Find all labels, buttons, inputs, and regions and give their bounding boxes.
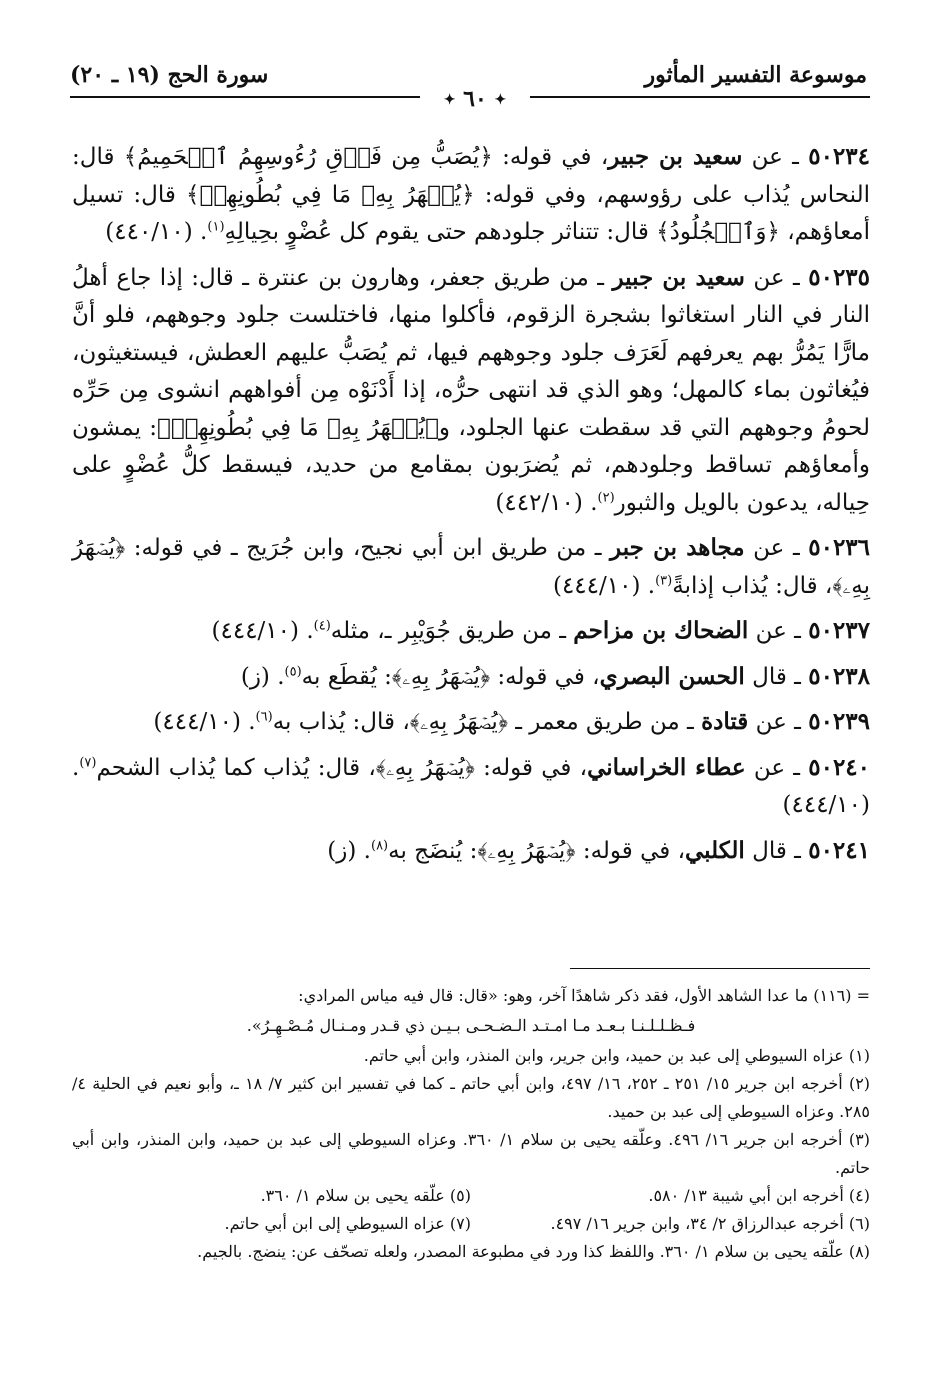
- entry: ٥٠٢٣٥ ـ عن سعيد بن جبير ـ من طريق جعفر، وهارون بن عنترة ـ قال: إذا جاع أهلُ النار في النار استغاثوا بشجرة الزقوم، فأكلوا منها، فاختلست جلود وجوههم، فلو أنَّ مارًّا يَمُرُّ بهم يعرفهم لَعَرَف جلود وجوههم فيها، ثم يُصَبُّ عليهم العطش، فيستغيثون، فيُغاثون بماء كالمهل؛ وهو الذي قد انتهى حرُّه، إذا أَدْنَوْه مِن أفواههم انشوى مِن حَرِّه لحومُ وجوههم التي قد سقطت عنها الجلود، و﴿يُصۡهَرُ بِهِۦ مَا فِي بُطُونِهِمۡ﴾: يمشون وأمعاؤهم تساقط وجلودهم، ثم يُضرَبون بمقامع من حديد، فيسقط كلُّ عُضْوٍ على حِياله، يدعون بالويل والثبور$^{(٢)}$. (٤٤٢/١٠): [72, 263, 871, 516]
- entry-number: ٥٠٢٣٤: [808, 143, 870, 170]
- entry-reference: . (٤٤٢/١٠): [495, 489, 598, 516]
- entry-reference: . (٤٤٤/١٠): [72, 754, 870, 818]
- footnote-1: (١) عزاه السيوطي إلى عبد بن حميد، وابن جرير، وابن المنذر، وابن أبي حاتم.: [363, 1046, 870, 1065]
- footnote-ref[interactable]: (١): [207, 219, 225, 235]
- entry-reference: . (٤٤٤/١٠): [552, 572, 656, 599]
- entry-text: ـ من طريق جعفر، وهارون بن عنترة ـ قال: إذا جاع أهلُ النار في النار استغاثوا بشجرة الزقوم، فأكلوا منها، فاختلست جلود وجوههم، فلو أنَّ مارًّا يَمُرُّ بهم يعرفهم لَعَرَف جلود وجوههم فيها، ثم يُصَبُّ عليهم العطش، فيستغيثون، فيُغاثون بماء كالمهل؛ وهو الذي قد انتهى حرُّه، إذا أَدْنَوْه مِن أفواههم انشوى مِن حَرِّه لحومُ وجوههم التي قد سقطت عنها الجلود، و﴿يُصۡهَرُ بِهِۦ مَا فِي بُطُونِهِمۡ﴾: يمشون وأمعاؤهم تساقط وجلودهم، ثم يُضرَبون بمقامع من حديد، فيسقط كلُّ عُضْوٍ على حِياله، يدعون بالويل والثبور: [72, 264, 870, 516]
- footnote-continuation: = (١١٦) ما عدا الشاهد الأول، فقد ذكر شاهدًا آخر، وهو: «قال: قال فيه مياس المرادي:: [298, 986, 870, 1005]
- narrator-name: سعيد بن جبير: [608, 143, 743, 170]
- entry-text: ـ من طريق ابن أبي نجيح، وابن جُرَيج ـ في قوله: ﴿يُصۡهَرُ بِهِۦ﴾، قال: يُذاب إذابةً: [72, 535, 870, 599]
- entry: ٥٠٢٣٧ ـ عن الضحاك بن مزاحم ـ من طريق جُوَيْبِر ـ، مثله$^{(٤)}$. (٤٤٤/١٠): [211, 617, 870, 644]
- entry-text: ـ من طريق معمر ـ ﴿يُصۡهَرُ بِهِۦ﴾، قال: يُذاب به: [272, 709, 702, 735]
- ornament-icon: ✦: [443, 92, 456, 108]
- page-number: [420, 86, 530, 114]
- narrator-name: الضحاك بن مزاحم: [573, 617, 749, 644]
- page-number-value: ٦٠: [463, 86, 487, 112]
- footnote-ref[interactable]: (٥): [284, 663, 302, 679]
- entry: ٥٠٢٣٨ ـ قال الحسن البصري، في قوله: ﴿يُصۡهَرُ بِهِۦ﴾: يُقطَع به$^{(٥)}$. (ز): [240, 662, 870, 690]
- footnote-row: [72, 1210, 870, 1238]
- entry: ٥٠٢٤٠ ـ عن عطاء الخراساني، في قوله: ﴿يُصۡهَرُ بِهِۦ﴾، قال: يُذاب كما يُذاب الشحم$^{(٧)}$. (٤٤٤/١٠): [72, 753, 871, 818]
- entry-reference: . (٤٤٤/١٠): [211, 618, 314, 644]
- entry-number: ٥٠٢٣٧: [808, 617, 870, 644]
- entry-reference: . (٤٤٤/١٠): [153, 709, 256, 735]
- poem-verse: فـظـلـلـنـا بـعـد مـا امـتـد الـضـحـى بـيـن ذي قـدر ومـنـال مُـصْـهِـرُ».: [246, 1016, 696, 1035]
- footnote-2: (٢) أخرجه ابن جرير ١٥/ ٢٥١ ـ ٢٥٢، ١٦/ ٤٩٧، وابن أبي حاتم ـ كما في تفسير ابن كثير ٧/ ١٨ ـ، وأبو نعيم في الحلية ٤/ ٢٨٥. وعزاه السيوطي إلى عبد بن حميد.: [72, 1074, 871, 1121]
- entry-text: ، في قوله: ﴿يُصۡهَرُ بِهِۦ﴾: يُنضَج به: [388, 837, 685, 864]
- narrator-name: الحسن البصري: [599, 662, 745, 690]
- footnote-ref[interactable]: (٢): [597, 489, 615, 505]
- narrator-name: سعيد بن جبير: [612, 263, 745, 291]
- running-title-surah: سورة الحج (١٩ ـ ٢٠): [70, 62, 269, 88]
- narrator-name: مجاهد بن جبر: [610, 534, 745, 561]
- entry: ٥٠٢٣٩ ـ عن قتادة ـ من طريق معمر ـ ﴿يُصۡهَرُ بِهِۦ﴾، قال: يُذاب به$^{(٦)}$. (٤٤٤/١٠): [153, 708, 870, 735]
- entry-text: ، في قوله: ﴿يُصَبُّ مِن فَوۡقِ رُءُوسِهِمُ ٱلۡحَمِيمُ﴾ قال: النحاس يُذاب على رؤوسهم، وفي قوله: ﴿يُصۡهَرُ بِهِۦ مَا فِي بُطُونِهِمۡ﴾ قال: تسيل أمعاؤهم، ﴿وَٱلۡجُلُودُ﴾ قال: تتناثر جلودهم حتى يقوم كل عُضْوٍ بحِيالِهِ: [72, 144, 870, 245]
- ornament-icon: ✦: [494, 92, 507, 108]
- entry: ٥٠٢٣٤ ـ عن سعيد بن جبير، في قوله: ﴿يُصَبُّ مِن فَوۡقِ رُءُوسِهِمُ ٱلۡحَمِيمُ﴾ قال: النحاس يُذاب على رؤوسهم، وفي قوله: ﴿يُصۡهَرُ بِهِۦ مَا فِي بُطُونِهِمۡ﴾ قال: تسيل أمعاؤهم، ﴿وَٱلۡجُلُودُ﴾ قال: تتناثر جلودهم حتى يقوم كل عُضْوٍ بحِيالِهِ$^{(١)}$. (٤٤٠/١٠): [72, 143, 870, 245]
- footnote-7: (٧) عزاه السيوطي إلى ابن أبي حاتم.: [224, 1214, 471, 1233]
- entry-reference: . (ز): [327, 837, 371, 864]
- entry: ٥٠٢٣٦ ـ عن مجاهد بن جبر ـ من طريق ابن أبي نجيح، وابن جُرَيج ـ في قوله: ﴿يُصۡهَرُ بِهِۦ﴾، قال: يُذاب إذابةً$^{(٣)}$. (٤٤٤/١٠): [72, 534, 871, 599]
- footnote-ref[interactable]: (٧): [79, 754, 97, 770]
- entry: ٥٠٢٤١ ـ قال الكلبي، في قوله: ﴿يُصۡهَرُ بِهِۦ﴾: يُنضَج به$^{(٨)}$. (ز): [327, 836, 870, 864]
- entry-text: ، في قوله: ﴿يُصۡهَرُ بِهِۦ﴾، قال: يُذاب كما يُذاب الشحم: [96, 754, 588, 781]
- footnote-8: (٨) علّقه يحيى بن سلام ١/ ٣٦٠. واللفظ كذا ورد في مطبوعة المصدر، ولعله تصحّف عن: ينضج. بالجيم.: [197, 1242, 870, 1261]
- footnote-separator: [570, 968, 870, 969]
- narrator-name: عطاء الخراساني: [587, 753, 746, 781]
- entry-text: ، في قوله: ﴿يُصۡهَرُ بِهِۦ﴾: يُقطَع به: [301, 663, 600, 690]
- footnote-ref[interactable]: (٤): [313, 618, 331, 634]
- footnote-row: [72, 1182, 870, 1210]
- footnote-4: (٤) أخرجه ابن أبي شيبة ١٣/ ٥٨٠.: [648, 1186, 870, 1205]
- narrator-name: قتادة: [701, 708, 749, 735]
- running-title-book: موسوعة التفسير المأثور: [644, 62, 867, 88]
- entry-reference: . (٤٤٠/١٠): [105, 219, 208, 245]
- footnote-ref[interactable]: (٨): [370, 837, 389, 853]
- narrator-name: الكلبي: [685, 836, 745, 864]
- entry-number: ٥٠٢٣٨: [808, 662, 870, 690]
- footnote-ref[interactable]: (٣): [655, 572, 673, 588]
- footnote-5: (٥) علّقه يحيى بن سلام ١/ ٣٦٠.: [260, 1186, 471, 1205]
- entry-reference: . (ز): [240, 663, 285, 690]
- entry-text: ـ من طريق جُوَيْبِر ـ، مثله: [330, 618, 574, 644]
- main-text: [72, 138, 870, 877]
- footnote-ref[interactable]: (٦): [255, 709, 273, 725]
- entry-number: ٥٠٢٣٩: [808, 708, 870, 735]
- entry-number: ٥٠٢٤٠: [808, 753, 871, 781]
- entry-number: ٥٠٢٤١: [808, 836, 870, 864]
- footnotes: [72, 982, 870, 1266]
- entry-number: ٥٠٢٣٦: [808, 534, 871, 561]
- footnote-6: (٦) أخرجه عبدالرزاق ٢/ ٣٤، وابن جرير ١٦/ ٤٩٧.: [550, 1214, 870, 1233]
- footnote-3: (٣) أخرجه ابن جرير ١٦/ ٤٩٦. وعلّقه يحيى بن سلام ١/ ٣٦٠. وعزاه السيوطي إلى عبد بن حميد، وابن المنذر، وابن أبي حاتم.: [72, 1130, 870, 1177]
- entry-number: ٥٠٢٣٥: [808, 263, 871, 291]
